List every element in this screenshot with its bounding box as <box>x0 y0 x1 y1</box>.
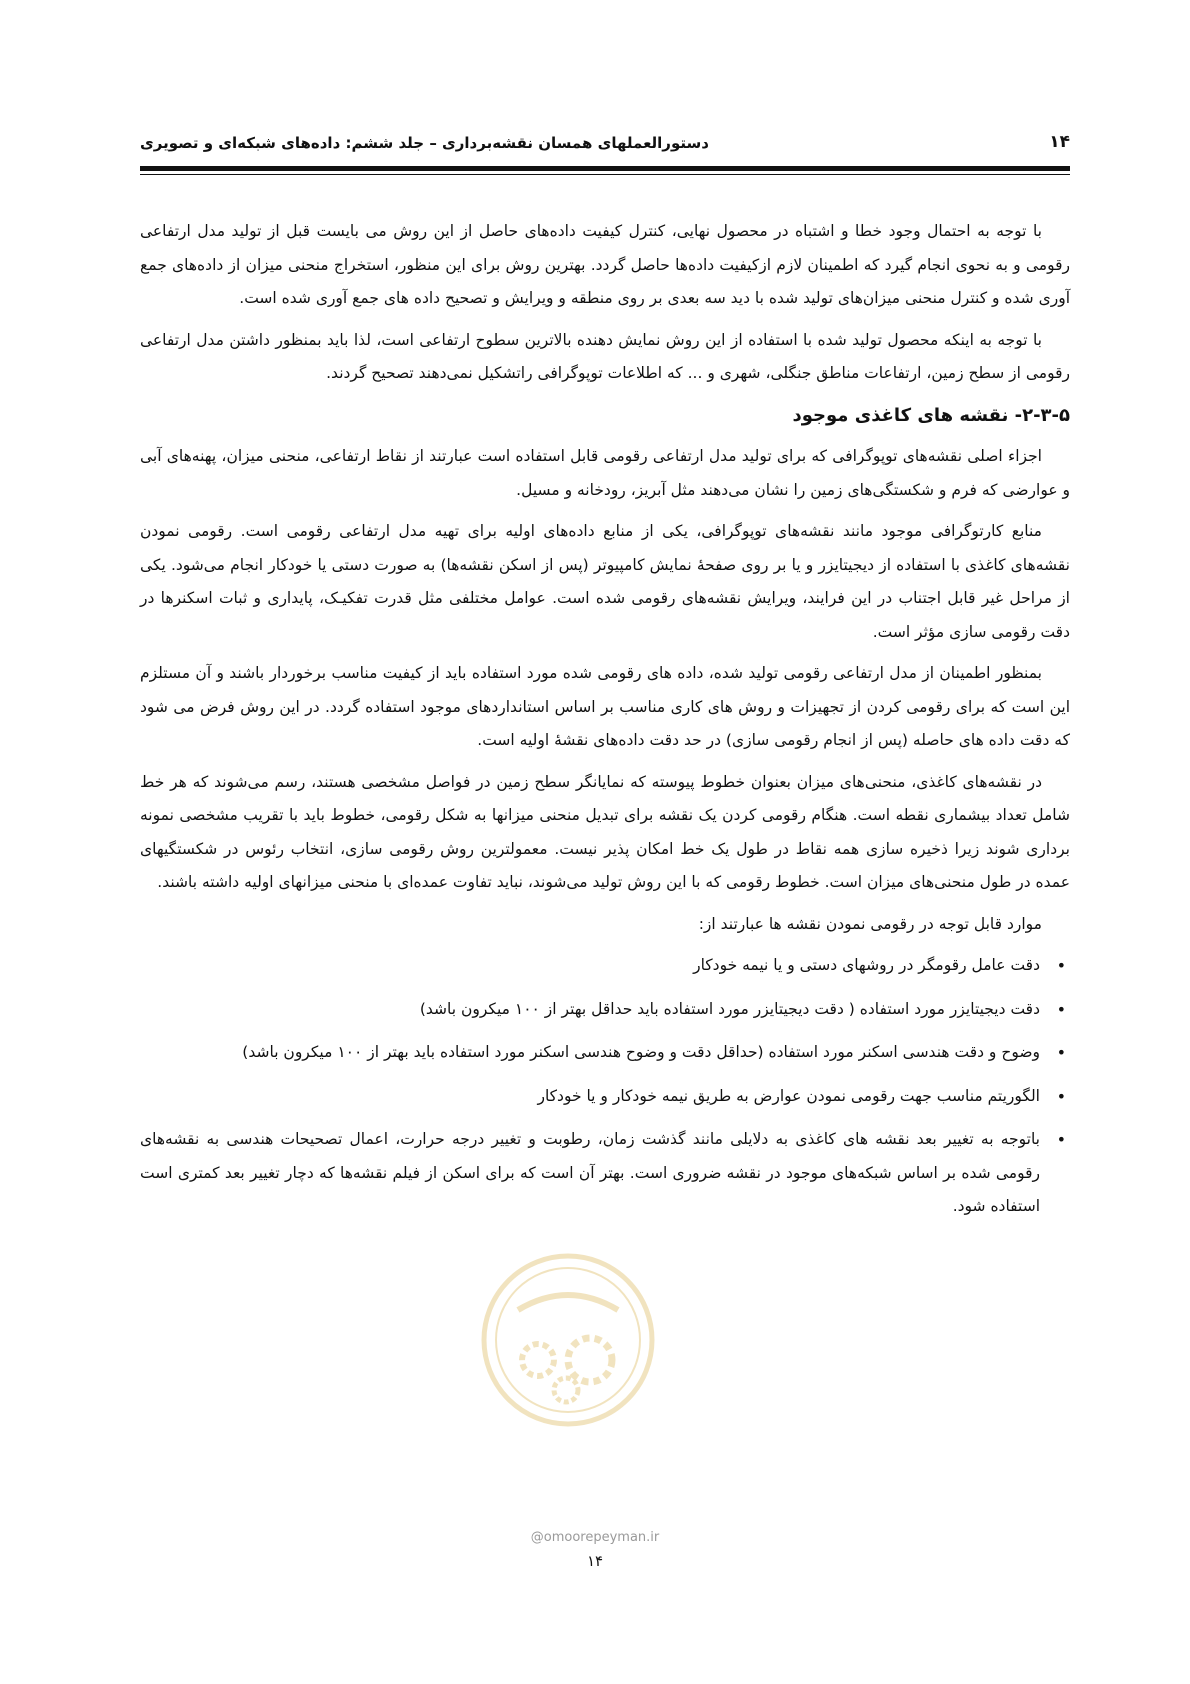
watermark-logo-icon <box>478 1250 658 1430</box>
paragraph: اجزاء اصلی نقشه‌های توپوگرافی که برای تولید مدل ارتفاعی رقومی قابل استفاده است عبارتند از نقاط ارتفاعی، منحنی میزان، پهنه‌های آبی و عوارضی که فرم و شکستگی‌های زمین را نشان می‌دهند مثل آبریز، رودخانه و مسیل. <box>140 447 1070 499</box>
header-page-number: ۱۴ <box>1049 132 1070 152</box>
paragraph: بمنظور اطمینان از مدل ارتفاعی رقومی تولید شده، داده های رقومی شده مورد استفاده باید از کیفیت مناسب برخوردار باشند و آن مستلزم این است که برای رقومی کردن از تجهیزات و روش های کاری مناسب بر اساس استانداردهای موجود استفاده گردد. در این روش فرض می شود که دقت داده های حاصله (پس از انجام رقومی سازی) در حد دقت داده‌های نقشهٔ اولیه است. <box>140 664 1070 749</box>
header-title: دستورالعملهای همسان نقشه‌برداری – جلد ششم: داده‌های شبکه‌ای و تصویری <box>140 134 709 152</box>
page-header <box>140 128 1070 162</box>
paragraph: با توجه به اینکه محصول تولید شده با استفاده از این روش نمایش دهنده بالاترین سطوح ارتفاعی است، لذا باید بمنظور داشتن مدل ارتفاعی رقومی از سطح زمین، ارتفاعات مناطق جنگلی، شهری و ... که اطلاعات توپوگرافی راتشکیل نمی‌دهند تصحیح گردند. <box>140 330 1070 382</box>
body-text <box>140 215 1070 1234</box>
paragraph: منابع کارتوگرافی موجود مانند نقشه‌های توپوگرافی، یکی از منابع داده‌های اولیه برای تهیه مدل ارتفاعی رقومی است. رقومی نمودن نقشه‌های کاغذی با استفاده از دیجیتایزر و یا بر روی صفحهٔ نمایش کامپیوتر (پس از اسکن نقشه‌ها) به صورت دستی یا خودکار انجام می‌شود. یکی از مراحل غیر قابل اجتناب در این فرایند، ویرایش نقشه‌های رقومی شده است. عوامل مختلفی مثل قدرت تفکیـک، پایداری و ثبات اسکنرها در دقت رقومی سازی مؤثر است. <box>140 522 1070 641</box>
header-rule-thick <box>140 166 1070 171</box>
list-item: • دقت دیجیتایزر مورد استفاده ( دقت دیجیتایزر مورد استفاده باید حداقل بهتر از ۱۰۰ میکرون باشد) <box>140 993 1040 1027</box>
list-item: • باتوجه به تغییر بعد نقشه های کاغذی به دلایلی مانند گذشت زمان، رطوبت و تغییر درجه حرارت، اعمال تصحیحات هندسی به نقشه‌های رقومی شده بر اساس شبکه‌های موجود در نقشه ضروری است. بهتر آن است که برای اسکن از فیلم نقشه‌ها که دچار تغییر بعد کمتری است استفاده شود. <box>140 1123 1040 1224</box>
bullet-list <box>140 949 1070 1224</box>
list-item: • وضوح و دقت هندسی اسکنر مورد استفاده (حداقل دقت و وضوح هندسی اسکنر مورد استفاده باید بهتر از ۱۰۰ میکرون باشد) <box>140 1036 1040 1070</box>
footer-page-number: ۱۴ <box>586 1552 604 1570</box>
list-intro: موارد قابل توجه در رقومی نمودن نقشه ها عبارتند از: <box>698 914 1042 933</box>
header-rule-thin <box>140 174 1070 175</box>
paragraph: با توجه به احتمال وجود خطا و اشتباه در محصول نهایی، کنترل کیفیت داده‌های حاصل از این روش می بایست قبل از تولید مدل ارتفاعی رقومی و به نحوی انجام گیرد که اطمینان لازم ازکیفیت داده‌ها حاصل گردد. بهترین روش برای این منظور، استخراج منحنی میزان از داده‌های جمع آوری شده و کنترل منحنی میزان‌های تولید شده با دید سه بعدی بر روی منطقه و ویرایش و تصحیح داده های جمع آوری شده است. <box>140 222 1070 307</box>
watermark-site: @omoorepeyman.ir <box>530 1530 660 1545</box>
list-item: • الگوریتم مناسب جهت رقومی نمودن عوارض به طریق نیمه خودکار و یا خودکار <box>140 1080 1040 1114</box>
list-item: • دقت عامل رقومگر در روشهای دستی و یا نیمه خودکار <box>140 949 1040 983</box>
section-heading: ۲-۳-۵- نقشه های کاغذی موجود <box>792 404 1070 426</box>
paragraph: در نقشه‌های کاغذی، منحنی‌های میزان بعنوان خطوط پیوسته که نمایانگر سطح زمین در فواصل مشخصی هستند، رسم می‌شوند که هر خط شامل تعداد بیشماری نقطه است. هنگام رقومی کردن یک نقشه برای تبدیل منحنی میزانها به شکل رقومی، خطوط باید با تقریب مشخصی نمونه برداری شوند زیرا ذخیره سازی همه نقاط در طول یک خط امکان پذیر نیست. معمولترین روش رقومی سازی، انتخاب رئوس در شکستگیهای عمده در طول منحنی‌های میزان است. خطوط رقومی که با این روش تولید می‌شوند، نباید تفاوت عمده‌ای با منحنی میزانهای اولیه داشته باشند. <box>140 772 1070 891</box>
